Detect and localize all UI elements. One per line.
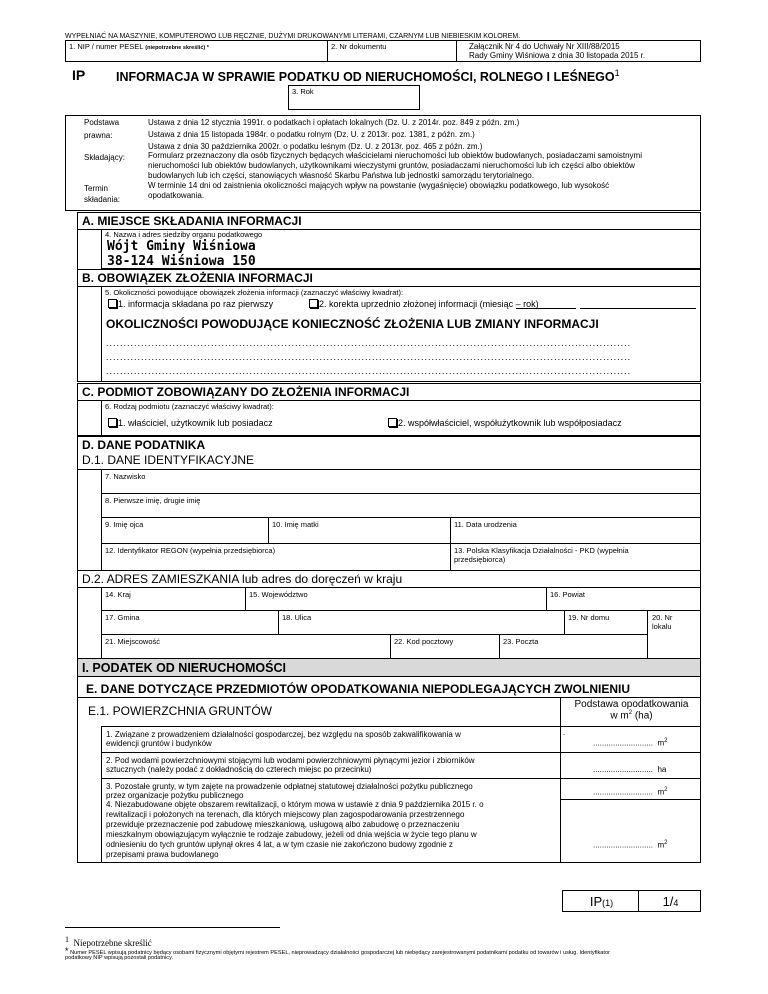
- circumstances-line-2[interactable]: ......................................................................................................................................................: [106, 352, 632, 362]
- voivodeship-field[interactable]: [245, 587, 547, 611]
- entity-type-label: 6. Rodzaj podmiotu (zaznaczyć właściwy kwadrat):: [105, 402, 274, 411]
- footnote-2-line-2: podatkowy NIP wpisują pozostali podatnicy.: [65, 955, 173, 961]
- deadline-label-2: składania:: [84, 195, 121, 204]
- land-row-revitalization-line-6: przepisami prawa budowlanego: [106, 850, 219, 859]
- land-row-business-line-1: 1. Związane z prowadzeniem działalności gospodarczej, bez względu na sposób zakwalifikowania w: [106, 730, 461, 739]
- form-code: IP: [72, 67, 86, 83]
- land-water-value-dots: ...........................: [593, 765, 654, 774]
- regon-field[interactable]: [101, 543, 451, 571]
- office-name: Wójt Gminy Wiśniowa: [107, 239, 256, 254]
- year-label: 3. Rok: [292, 87, 314, 96]
- tax-basis-header-line-2: w $m^2$ (ha): [610, 710, 653, 722]
- nip-field[interactable]: [65, 40, 328, 62]
- tax-basis-header-line-1: Podstawa opodatkowania: [574, 699, 689, 710]
- land-revitalization-value[interactable]: ........................... $m^2$: [560, 799, 701, 863]
- annex-line-1: Załącznik Nr 4 do Uchwały Nr XIII/88/2015: [469, 42, 620, 51]
- house-number-label: 19. Nr domu: [568, 613, 610, 622]
- pkd-field[interactable]: [450, 543, 701, 571]
- land-row-revitalization: [101, 799, 561, 863]
- locality-field[interactable]: [101, 634, 391, 659]
- section-e-header: [77, 676, 701, 698]
- land-row-business-line-2: ewidencji gruntów i budynków: [106, 739, 212, 748]
- land-row-other: [101, 778, 561, 800]
- section-d-title: D. DANE PODATNIKA: [82, 438, 206, 452]
- submitter-label: Składający:: [84, 153, 125, 162]
- circumstances-line-1[interactable]: ......................................................................................................................................................: [106, 338, 632, 348]
- land-row-business: [101, 726, 561, 753]
- deadline-line-2: opodatkowania.: [148, 191, 205, 200]
- basis-line-2: Ustawa z dnia 15 listopada 1984r. o podatku rolnym (Dz. U. z 2013r. poz. 1381, z późn. zm.): [148, 130, 475, 139]
- land-row-revitalization-line-3: przewiduje przeznaczenie pod zabudowę mieszkaniową, usługową albo zabudowę o przeznaczeniu: [106, 820, 460, 829]
- co-owner-option[interactable]: 2. współwłaściciel, współużytkownik lub współposiadacz: [388, 418, 622, 428]
- county-label: 16. Powiat: [550, 590, 586, 599]
- father-name-label: 9. Imię ojca: [105, 520, 144, 529]
- annex-line-2: Rady Gminy Wiśniowa z dnia 30 listopada 2015 r.: [469, 51, 646, 60]
- section-d2-header: [77, 570, 701, 588]
- correction-option[interactable]: 2. korekta uprzednio złożonej informacji (miesiąc – rok): [309, 299, 539, 309]
- surname-label: 7. Nazwisko: [105, 472, 146, 481]
- first-filing-checkbox[interactable]: [108, 299, 117, 308]
- circumstances-line-3[interactable]: ......................................................................................................................................................: [106, 366, 632, 376]
- deadline-line-1: W terminie 14 dni od zaistnienia okoliczności mających wpływ na powstanie (wygaśnięcie) obowiązku podatkowego, lub wysokość: [148, 181, 610, 190]
- deadline-label: Termin: [84, 184, 109, 193]
- pkd-label: 13. Polska Klasyfikacja Działalności - PKD (wypełnia: [454, 546, 629, 555]
- form-id: IP(1): [589, 894, 614, 909]
- land-row-other-line-2: przez organizacje pożytku publicznego: [106, 791, 244, 800]
- regon-label: 12. Identyfikator REGON (wypełnia przedsiębiorca): [105, 546, 276, 555]
- land-business-unit: m: [657, 738, 665, 748]
- form-id-box: [562, 890, 639, 912]
- footnote-divider: [65, 927, 280, 928]
- locality-label: 21. Miejscowość: [105, 637, 161, 646]
- submitter-line-1: Formularz przeznaczony dla osób fizycznych będących właścicielami nieruchomości lub obiektów budowlanych, posiadaczami samoistnymi: [148, 151, 642, 160]
- owner-option[interactable]: 1. właściciel, użytkownik lub posiadacz: [108, 418, 273, 428]
- section-d2-title: D.2. ADRES ZAMIESZKANIA lub adres do doręczeń w kraju: [82, 572, 403, 586]
- document-number-label: 2. Nr dokumentu: [331, 42, 387, 51]
- basis-label: Podstawa: [84, 118, 120, 127]
- nip-note: (niepotrzebne skreślić) *: [145, 45, 209, 51]
- county-field[interactable]: [546, 587, 701, 611]
- annex-info: [456, 40, 701, 62]
- section-i-title: I. PODATEK OD NIERUCHOMOŚCI: [82, 661, 286, 675]
- co-owner-checkbox[interactable]: [388, 418, 397, 427]
- land-business-value-dots: ...........................: [593, 738, 654, 748]
- municipality-field[interactable]: [101, 610, 279, 635]
- document-number-field[interactable]: [327, 40, 457, 62]
- year-field[interactable]: [288, 85, 420, 110]
- birth-date-field[interactable]: [450, 517, 701, 544]
- mother-name-field[interactable]: [268, 517, 451, 544]
- country-label: 14. Kraj: [105, 590, 131, 599]
- land-row-water-line-2: sztucznych (należy podać z dokładnością do czterech miejsc po przecinku): [106, 765, 372, 774]
- submitter-line-2: nieruchomości lub obiektów budowlanych, użytkownikami wieczystymi gruntów, posiadaczami nieruchomości lub ich części albo obiektów: [148, 161, 635, 170]
- land-water-value[interactable]: [560, 752, 701, 779]
- stray-dot: .: [563, 728, 566, 737]
- house-number-field[interactable]: [564, 610, 648, 635]
- section-c-fields: [101, 400, 701, 436]
- section-d1-title: D.1. DANE IDENTYFIKACYJNE: [82, 453, 255, 467]
- post-office-label: 23. Poczta: [503, 637, 539, 646]
- fill-instruction: WYPEŁNIAĆ NA MASZYNIE, KOMPUTEROWO LUB RĘCZNIE, DUŻYMI DRUKOWANYMI LITERAMI, CZARNYM LUB NIEBIESKIM KOLOREM.: [65, 33, 521, 40]
- section-d-header: [77, 436, 701, 470]
- apartment-number-label: 20. Nr: [652, 613, 673, 622]
- footnote-2: * Numer PESEL wpisują podatnicy będący osobami fizycznymi objętymi rejestrem PESEL, nieprowadzący działalności gospodarczej lub niebędący zarejestrowanymi podatnikami podatku od towarów i usług. Identyfikator: [65, 946, 610, 956]
- nip-label: 1. NIP / numer PESEL: [69, 42, 144, 51]
- section-i-header: [77, 658, 701, 677]
- land-row-revitalization-line-4: mieszkalnym obowiązującym wyłącznie te rodzaje zabudowy, jeżeli od dnia wejścia w życie tego planu w: [106, 830, 477, 839]
- post-office-field[interactable]: [499, 634, 648, 659]
- basis-label-2: prawna:: [84, 131, 113, 140]
- section-c-title: C. PODMIOT ZOBOWIĄZANY DO ZŁOŻENIA INFORMACJI: [77, 383, 701, 401]
- land-row-water: [101, 752, 561, 779]
- postal-code-field[interactable]: [390, 634, 500, 659]
- land-row-water-line-1: 2. Pod wodami powierzchniowymi stojącymi lub wodami powierzchniowymi płynącymi jezior i zbiorników: [106, 756, 475, 765]
- section-a-title: A. MIEJSCE SKŁADANIA INFORMACJI: [77, 212, 701, 230]
- basis-line-3: Ustawa z dnia 30 października 2002r. o podatku leśnym (Dz. U. z 2013r. poz. 465 z późn. zm.): [148, 142, 483, 151]
- land-other-unit: m: [657, 787, 665, 797]
- land-revitalization-value-dots: ...........................: [593, 840, 654, 850]
- apartment-number-label-2: lokalu: [652, 622, 672, 631]
- page-title: INFORMACJA W SPRAWIE PODATKU OD NIERUCHOMOŚCI, ROLNEGO I LEŚNEGO$^1$: [116, 68, 620, 85]
- circumstances-heading: OKOLICZNOŚCI POWODUJĄCE KONIECZNOŚĆ ZŁOŻENIA LUB ZMIANY INFORMACJI: [106, 317, 599, 331]
- page-number-box: [638, 890, 701, 912]
- land-other-value-dots: ...........................: [593, 787, 654, 797]
- country-field[interactable]: [101, 587, 246, 611]
- land-row-revitalization-line-5: odniesieniu do tych gruntów upłynął okres 4 lat, a w tym czasie nie zakończono budowy zgodnie z: [106, 840, 453, 849]
- correction-date-line-2[interactable]: [580, 308, 696, 309]
- postal-code-label: 22. Kod pocztowy: [394, 637, 454, 646]
- section-e1-title: E.1. POWIERZCHNIA GRUNTÓW: [88, 704, 273, 718]
- section-b-title: B. OBOWIĄZEK ZŁOŻENIA INFORMACJI: [77, 269, 701, 287]
- land-row-revitalization-line-2: rewitalizacji i położonych na terenach, dla których miejscowy plan zagospodarowania przestrzennego: [106, 810, 465, 819]
- street-label: 18. Ulica: [282, 613, 312, 622]
- first-names-field[interactable]: [101, 493, 701, 518]
- basis-line-1: Ustawa z dnia 12 stycznia 1991r. o podatkach i opłatach lokalnych (Dz. U. z 2014r. poz. 849 z późn. zm.): [148, 118, 520, 127]
- municipality-label: 17. Gmina: [105, 613, 140, 622]
- voivodeship-label: 15. Województwo: [249, 590, 308, 599]
- section-e-title: E. DANE DOTYCZĄCE PRZEDMIOTÓW OPODATKOWANIA NIEPODLEGAJĄCYCH ZWOLNIENIU: [86, 682, 631, 696]
- submitter-line-3: budowlanych lub ich części, stanowiących własność Skarbu Państwa lub jednostki samorządu terytorialnego.: [148, 171, 534, 180]
- tax-basis-header: [560, 697, 701, 727]
- first-names-label: 8. Pierwsze imię, drugie imię: [105, 496, 201, 505]
- page-number: 1/4: [662, 894, 679, 909]
- land-other-value[interactable]: ........................... $m^2$: [560, 778, 701, 800]
- circumstance-field-label: 5. Okoliczności powodujące obowiązek złożenia informacji (zaznaczyć właściwy kwadrat):: [105, 288, 404, 297]
- correction-date-line[interactable]: [516, 308, 576, 309]
- owner-checkbox[interactable]: [108, 418, 117, 427]
- street-field[interactable]: [278, 610, 565, 635]
- office-address: 38-124 Wiśniowa 150: [107, 254, 256, 269]
- apartment-number-field[interactable]: [647, 610, 701, 659]
- father-name-field[interactable]: [101, 517, 269, 544]
- land-row-revitalization-line-1: 4. Niezabudowane objęte obszarem rewitalizacji, o którym mowa w ustawie z dnia 9 października 2015 r. o: [106, 800, 484, 809]
- surname-field[interactable]: [101, 469, 701, 494]
- birth-date-label: 11. Data urodzenia: [454, 520, 517, 529]
- land-water-unit: ha: [657, 765, 667, 774]
- land-row-other-line-1: 3. Pozostałe grunty, w tym zajęte na prowadzenie odpłatnej statutowej działalności pożytku publicznego: [106, 782, 473, 791]
- office-field-label: 4. Nazwa i adres siedziby organu podatkowego: [105, 230, 263, 239]
- land-revitalization-unit: m: [657, 840, 665, 850]
- correction-checkbox[interactable]: [309, 299, 318, 308]
- mother-name-label: 10. Imię matki: [272, 520, 319, 529]
- footnote-1: $^1$ Niepotrzebne skreślić: [65, 935, 152, 948]
- pkd-label-2: przedsiębiorca): [454, 555, 506, 564]
- office-field: [101, 229, 701, 269]
- first-filing-option[interactable]: 1. informacja składana po raz pierwszy: [108, 299, 273, 309]
- land-business-value[interactable]: . ........................... $m^2$: [560, 726, 701, 753]
